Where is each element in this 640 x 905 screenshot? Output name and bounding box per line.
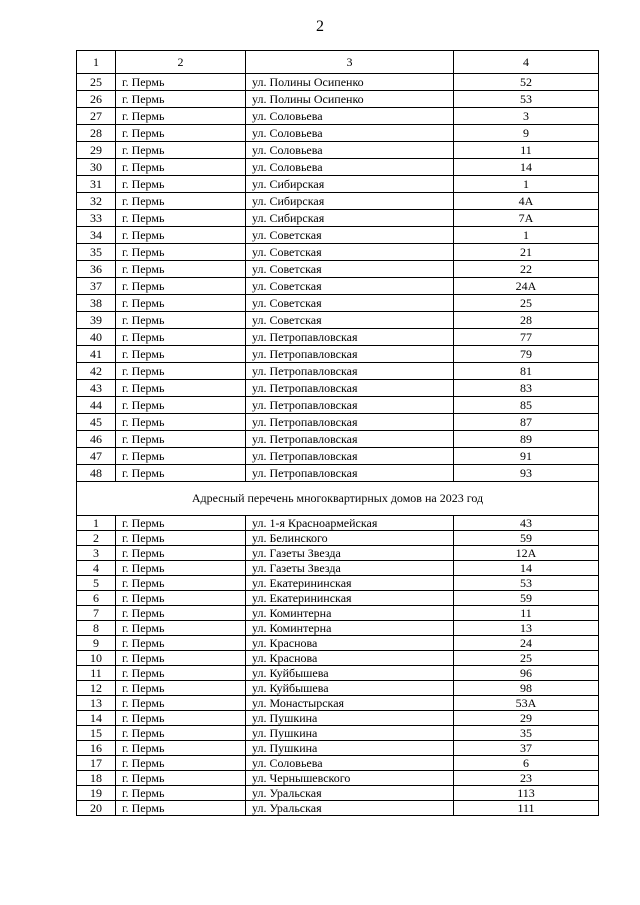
street-cell: ул. Петропавловская: [246, 346, 454, 363]
house-number-cell: 35: [454, 726, 599, 741]
table-row: [77, 726, 599, 741]
street-cell: ул. Соловьева: [246, 125, 454, 142]
house-number-cell: 91: [454, 448, 599, 465]
street-cell: ул. Уральская: [246, 786, 454, 801]
table-row: [77, 786, 599, 801]
table-row: [77, 711, 599, 726]
city-cell: г. Пермь: [116, 176, 246, 193]
house-number-cell: 24: [454, 636, 599, 651]
city-cell: г. Пермь: [116, 91, 246, 108]
house-number-cell: 1: [454, 227, 599, 244]
street-cell: ул. Петропавловская: [246, 380, 454, 397]
street-cell: ул. Уральская: [246, 801, 454, 816]
table-row: [77, 606, 599, 621]
house-number-cell: 9: [454, 125, 599, 142]
house-number-cell: 6: [454, 756, 599, 771]
city-cell: г. Пермь: [116, 210, 246, 227]
row-number-cell: 41: [77, 346, 116, 363]
street-cell: ул. Сибирская: [246, 210, 454, 227]
house-number-cell: 89: [454, 431, 599, 448]
row-number-cell: 25: [77, 74, 116, 91]
table-row: [77, 561, 599, 576]
city-cell: г. Пермь: [116, 142, 246, 159]
street-cell: ул. Советская: [246, 227, 454, 244]
row-number-cell: 17: [77, 756, 116, 771]
section-title-row: [77, 482, 599, 516]
street-cell: ул. Краснова: [246, 636, 454, 651]
street-cell: ул. Монастырская: [246, 696, 454, 711]
row-number-cell: 45: [77, 414, 116, 431]
table-row: [77, 741, 599, 756]
street-cell: ул. Соловьева: [246, 108, 454, 125]
city-cell: г. Пермь: [116, 636, 246, 651]
city-cell: г. Пермь: [116, 125, 246, 142]
city-cell: г. Пермь: [116, 312, 246, 329]
city-cell: г. Пермь: [116, 193, 246, 210]
column-header: 3: [246, 51, 454, 74]
house-number-cell: 77: [454, 329, 599, 346]
row-number-cell: 4: [77, 561, 116, 576]
row-number-cell: 47: [77, 448, 116, 465]
street-cell: ул. Соловьева: [246, 159, 454, 176]
row-number-cell: 27: [77, 108, 116, 125]
city-cell: г. Пермь: [116, 261, 246, 278]
table-row: [77, 278, 599, 295]
city-cell: г. Пермь: [116, 681, 246, 696]
street-cell: ул. Чернышевского: [246, 771, 454, 786]
house-number-cell: 1: [454, 176, 599, 193]
street-cell: ул. Советская: [246, 261, 454, 278]
city-cell: г. Пермь: [116, 741, 246, 756]
house-number-cell: 43: [454, 516, 599, 531]
house-number-cell: 3: [454, 108, 599, 125]
table-row: [77, 74, 599, 91]
house-number-cell: 59: [454, 591, 599, 606]
house-number-cell: 113: [454, 786, 599, 801]
table-row: [77, 363, 599, 380]
table-row: [77, 414, 599, 431]
house-number-cell: 59: [454, 531, 599, 546]
row-number-cell: 38: [77, 295, 116, 312]
row-number-cell: 30: [77, 159, 116, 176]
street-cell: ул. Пушкина: [246, 726, 454, 741]
house-number-cell: 53: [454, 576, 599, 591]
row-number-cell: 39: [77, 312, 116, 329]
house-number-cell: 96: [454, 666, 599, 681]
street-cell: ул. Куйбышева: [246, 681, 454, 696]
row-number-cell: 19: [77, 786, 116, 801]
table-row: [77, 431, 599, 448]
table-row: [77, 801, 599, 816]
street-cell: ул. Советская: [246, 312, 454, 329]
table-row: [77, 397, 599, 414]
house-number-cell: 85: [454, 397, 599, 414]
street-cell: ул. Петропавловская: [246, 448, 454, 465]
column-header: 1: [77, 51, 116, 74]
city-cell: г. Пермь: [116, 244, 246, 261]
street-cell: ул. Петропавловская: [246, 465, 454, 482]
house-number-cell: 4А: [454, 193, 599, 210]
city-cell: г. Пермь: [116, 726, 246, 741]
row-number-cell: 1: [77, 516, 116, 531]
city-cell: г. Пермь: [116, 227, 246, 244]
city-cell: г. Пермь: [116, 278, 246, 295]
row-number-cell: 46: [77, 431, 116, 448]
row-number-cell: 3: [77, 546, 116, 561]
row-number-cell: 44: [77, 397, 116, 414]
house-number-cell: 28: [454, 312, 599, 329]
street-cell: ул. Петропавловская: [246, 397, 454, 414]
city-cell: г. Пермь: [116, 295, 246, 312]
table-row: [77, 516, 599, 531]
table-row: [77, 261, 599, 278]
street-cell: ул. Краснова: [246, 651, 454, 666]
table-row: [77, 295, 599, 312]
street-cell: ул. Пушкина: [246, 741, 454, 756]
row-number-cell: 8: [77, 621, 116, 636]
house-number-cell: 25: [454, 651, 599, 666]
house-number-cell: 11: [454, 606, 599, 621]
row-number-cell: 28: [77, 125, 116, 142]
city-cell: г. Пермь: [116, 346, 246, 363]
city-cell: г. Пермь: [116, 561, 246, 576]
section-title: Адресный перечень многоквартирных домов на 2023 год: [77, 482, 599, 516]
street-cell: ул. Советская: [246, 244, 454, 261]
house-number-cell: 87: [454, 414, 599, 431]
house-number-cell: 25: [454, 295, 599, 312]
table-row: [77, 448, 599, 465]
street-cell: ул. Сибирская: [246, 176, 454, 193]
street-cell: ул. Советская: [246, 278, 454, 295]
table-row: [77, 465, 599, 482]
table-row: [77, 142, 599, 159]
house-number-cell: 98: [454, 681, 599, 696]
city-cell: г. Пермь: [116, 397, 246, 414]
house-number-cell: 14: [454, 159, 599, 176]
table-row: [77, 380, 599, 397]
city-cell: г. Пермь: [116, 771, 246, 786]
table-row: [77, 681, 599, 696]
table-row: [77, 244, 599, 261]
house-number-cell: 83: [454, 380, 599, 397]
house-number-cell: 93: [454, 465, 599, 482]
city-cell: г. Пермь: [116, 516, 246, 531]
street-cell: ул. Петропавловская: [246, 431, 454, 448]
row-number-cell: 40: [77, 329, 116, 346]
table-row: [77, 91, 599, 108]
row-number-cell: 6: [77, 591, 116, 606]
street-cell: ул. Екатерининская: [246, 576, 454, 591]
table-row: [77, 108, 599, 125]
city-cell: г. Пермь: [116, 786, 246, 801]
city-cell: г. Пермь: [116, 666, 246, 681]
row-number-cell: 31: [77, 176, 116, 193]
street-cell: ул. Сибирская: [246, 193, 454, 210]
city-cell: г. Пермь: [116, 801, 246, 816]
city-cell: г. Пермь: [116, 465, 246, 482]
row-number-cell: 32: [77, 193, 116, 210]
city-cell: г. Пермь: [116, 380, 246, 397]
row-number-cell: 2: [77, 531, 116, 546]
row-number-cell: 15: [77, 726, 116, 741]
city-cell: г. Пермь: [116, 414, 246, 431]
city-cell: г. Пермь: [116, 363, 246, 380]
row-number-cell: 43: [77, 380, 116, 397]
table-row: [77, 546, 599, 561]
city-cell: г. Пермь: [116, 159, 246, 176]
street-cell: ул. Газеты Звезда: [246, 561, 454, 576]
city-cell: г. Пермь: [116, 576, 246, 591]
row-number-cell: 13: [77, 696, 116, 711]
city-cell: г. Пермь: [116, 606, 246, 621]
house-number-cell: 81: [454, 363, 599, 380]
house-number-cell: 7А: [454, 210, 599, 227]
house-number-cell: 24А: [454, 278, 599, 295]
street-cell: ул. Петропавловская: [246, 329, 454, 346]
table-row: [77, 531, 599, 546]
row-number-cell: 34: [77, 227, 116, 244]
address-table: [76, 50, 599, 816]
street-cell: ул. Белинского: [246, 531, 454, 546]
city-cell: г. Пермь: [116, 329, 246, 346]
city-cell: г. Пермь: [116, 448, 246, 465]
house-number-cell: 22: [454, 261, 599, 278]
row-number-cell: 29: [77, 142, 116, 159]
row-number-cell: 10: [77, 651, 116, 666]
row-number-cell: 36: [77, 261, 116, 278]
table-row: [77, 227, 599, 244]
city-cell: г. Пермь: [116, 756, 246, 771]
row-number-cell: 12: [77, 681, 116, 696]
house-number-cell: 21: [454, 244, 599, 261]
table-row: [77, 176, 599, 193]
street-cell: ул. Полины Осипенко: [246, 74, 454, 91]
house-number-cell: 14: [454, 561, 599, 576]
city-cell: г. Пермь: [116, 546, 246, 561]
street-cell: ул. Советская: [246, 295, 454, 312]
street-cell: ул. Соловьева: [246, 142, 454, 159]
row-number-cell: 33: [77, 210, 116, 227]
street-cell: ул. Петропавловская: [246, 363, 454, 380]
table-row: [77, 210, 599, 227]
row-number-cell: 48: [77, 465, 116, 482]
street-cell: ул. Коминтерна: [246, 606, 454, 621]
table-row: [77, 329, 599, 346]
house-number-cell: 13: [454, 621, 599, 636]
row-number-cell: 26: [77, 91, 116, 108]
city-cell: г. Пермь: [116, 531, 246, 546]
house-number-cell: 23: [454, 771, 599, 786]
city-cell: г. Пермь: [116, 621, 246, 636]
house-number-cell: 37: [454, 741, 599, 756]
house-number-cell: 52: [454, 74, 599, 91]
row-number-cell: 9: [77, 636, 116, 651]
house-number-cell: 12А: [454, 546, 599, 561]
table-row: [77, 193, 599, 210]
row-number-cell: 42: [77, 363, 116, 380]
street-cell: ул. Коминтерна: [246, 621, 454, 636]
row-number-cell: 20: [77, 801, 116, 816]
column-header: 4: [454, 51, 599, 74]
street-cell: ул. 1-я Красноармейская: [246, 516, 454, 531]
house-number-cell: 11: [454, 142, 599, 159]
street-cell: ул. Пушкина: [246, 711, 454, 726]
house-number-cell: 79: [454, 346, 599, 363]
table-row: [77, 346, 599, 363]
street-cell: ул. Полины Осипенко: [246, 91, 454, 108]
table-row: [77, 576, 599, 591]
table-row: [77, 636, 599, 651]
table-row: [77, 771, 599, 786]
table-row: [77, 696, 599, 711]
house-number-cell: 29: [454, 711, 599, 726]
table-row: [77, 621, 599, 636]
row-number-cell: 18: [77, 771, 116, 786]
city-cell: г. Пермь: [116, 696, 246, 711]
page-number: 2: [316, 18, 324, 35]
column-header-row: [77, 51, 599, 74]
column-header: 2: [116, 51, 246, 74]
table-row: [77, 756, 599, 771]
row-number-cell: 7: [77, 606, 116, 621]
city-cell: г. Пермь: [116, 591, 246, 606]
table-row: [77, 159, 599, 176]
row-number-cell: 11: [77, 666, 116, 681]
house-number-cell: 53А: [454, 696, 599, 711]
city-cell: г. Пермь: [116, 651, 246, 666]
house-number-cell: 53: [454, 91, 599, 108]
table-row: [77, 666, 599, 681]
row-number-cell: 16: [77, 741, 116, 756]
city-cell: г. Пермь: [116, 711, 246, 726]
street-cell: ул. Соловьева: [246, 756, 454, 771]
row-number-cell: 14: [77, 711, 116, 726]
table-row: [77, 125, 599, 142]
city-cell: г. Пермь: [116, 431, 246, 448]
house-number-cell: 111: [454, 801, 599, 816]
table-row: [77, 312, 599, 329]
street-cell: ул. Петропавловская: [246, 414, 454, 431]
street-cell: ул. Екатерининская: [246, 591, 454, 606]
street-cell: ул. Куйбышева: [246, 666, 454, 681]
row-number-cell: 5: [77, 576, 116, 591]
street-cell: ул. Газеты Звезда: [246, 546, 454, 561]
table-row: [77, 651, 599, 666]
row-number-cell: 35: [77, 244, 116, 261]
table-row: [77, 591, 599, 606]
city-cell: г. Пермь: [116, 74, 246, 91]
city-cell: г. Пермь: [116, 108, 246, 125]
row-number-cell: 37: [77, 278, 116, 295]
